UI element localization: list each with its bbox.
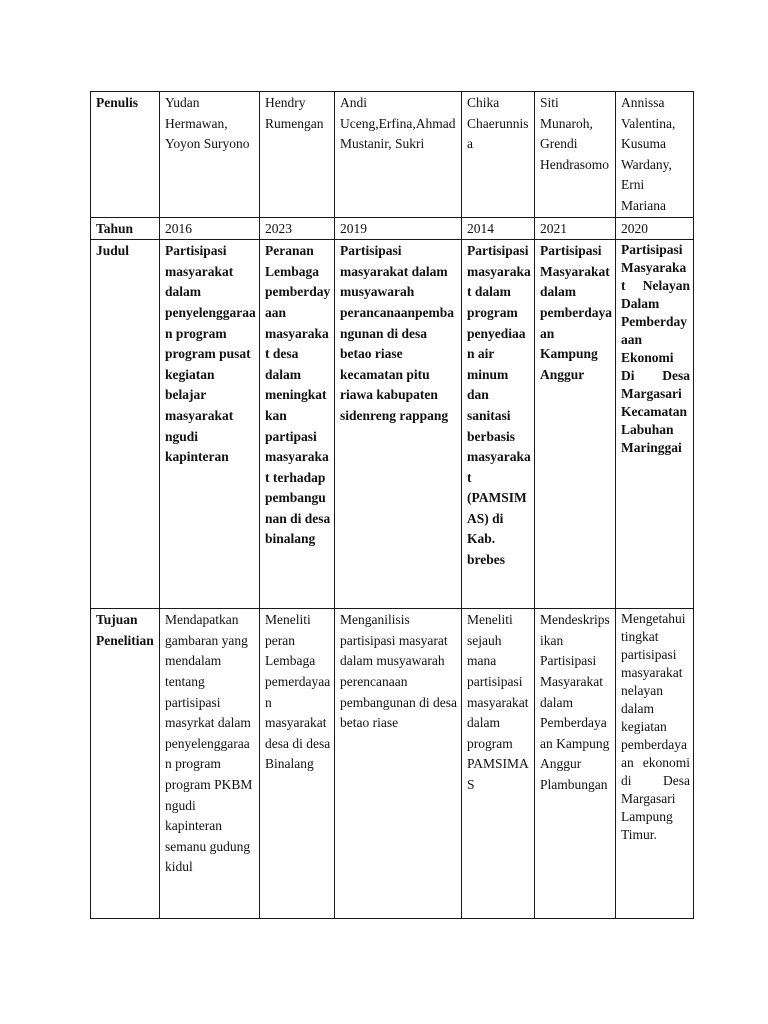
tujuan-cell: Mendapatkan gambaran yang mendalam tentang partisipasi masyrkat dalam penyelenggaraan program program PKBM ngudi kapinteran semanu gudung kidul (160, 609, 260, 919)
table-row-tahun (91, 217, 694, 240)
penulis-cell: Yudan Hermawan, Yoyon Suryono (160, 92, 260, 218)
judul-cell: Partisipasi Masyarakat Nelayan Dalam Pemberdayaan Ekonomi Di Desa Margasari Kecamatan Labuhan Maringgai (616, 240, 694, 609)
penulis-cell: Andi Uceng,Erfina,Ahmad Mustanir, Sukri (335, 92, 462, 218)
penulis-cell: Chika Chaerunnisa (462, 92, 535, 218)
row-label-tujuan: Tujuan Penelitian (91, 609, 160, 919)
tujuan-cell: Mendeskripsikan Partisipasi Masyarakat dalam Pemberdayaan Kampung Anggur Plambungan (535, 609, 616, 919)
penulis-cell: Siti Munaroh, Grendi Hendrasomo (535, 92, 616, 218)
judul-cell: Partisipasi masyarakat dalam program penyediaan air minum dan sanitasi berbasis masyarakat (PAMSIMAS) di Kab. brebes (462, 240, 535, 609)
tahun-cell: 2014 (462, 217, 535, 240)
row-label-tahun: Tahun (91, 217, 160, 240)
tujuan-cell: Mengetahui tingkat partisipasi masyarakat nelayan dalam kegiatan pemberdayaan ekonomi di Desa Margasari Lampung Timur. (616, 609, 694, 919)
tahun-cell: 2023 (260, 217, 335, 240)
tujuan-cell: Meneliti sejauh mana partisipasi masyarakat dalam program PAMSIMAS (462, 609, 535, 919)
tahun-cell: 2021 (535, 217, 616, 240)
tujuan-cell: Menganilisis partisipasi masyarat dalam musyawarah perencanaan pembangunan di desa betao riase (335, 609, 462, 919)
tahun-cell: 2020 (616, 217, 694, 240)
table-row-tujuan (91, 609, 694, 919)
tahun-cell: 2016 (160, 217, 260, 240)
table-row-judul (91, 240, 694, 609)
penulis-cell: Annissa Valentina, Kusuma Wardany, Erni Mariana (616, 92, 694, 218)
tahun-cell: 2019 (335, 217, 462, 240)
penulis-cell: Hendry Rumengan (260, 92, 335, 218)
table-row-penulis (91, 92, 694, 218)
judul-cell: Partisipasi masyarakat dalam penyelenggaraan program program pusat kegiatan belajar masyarakat ngudi kapinteran (160, 240, 260, 609)
tujuan-cell: Meneliti peran Lembaga pemerdayaan masyarakat desa di desa Binalang (260, 609, 335, 919)
literature-review-table (90, 91, 694, 919)
judul-cell: Partisipasi Masyarakat dalam pemberdayaan Kampung Anggur (535, 240, 616, 609)
row-label-penulis: Penulis (91, 92, 160, 218)
judul-cell: Partisipasi masyarakat dalam musyawarah perancanaanpembangunan di desa betao riase kecamatan pitu riawa kabupaten sidenreng rappang (335, 240, 462, 609)
row-label-judul: Judul (91, 240, 160, 609)
judul-cell: Peranan Lembaga pemberdayaan masyarakat desa dalam meningkatkan partipasi masyarakat terhadap pembangunan di desa binalang (260, 240, 335, 609)
